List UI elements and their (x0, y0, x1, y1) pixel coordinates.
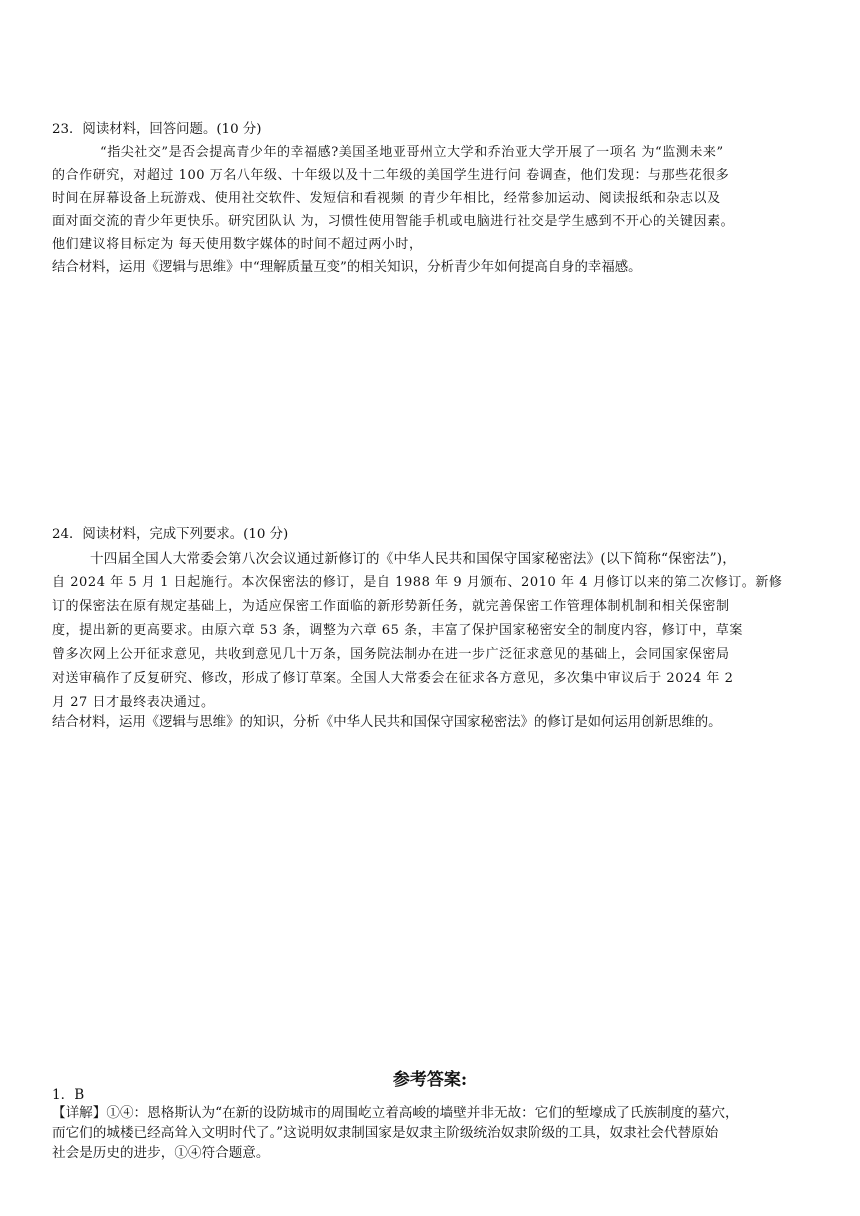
answer-item-1: 1．B (52, 1087, 85, 1103)
question-24-prompt: 结合材料，运用《逻辑与思维》的知识，分析《中华人民共和国保守国家秘密法》的修订是如何运用创新思维的。 (52, 715, 722, 730)
question-23-material-line: 的合作研究，对超过 100 万名八年级、十年级以及十二年级的美国学生进行问 卷调查，他们发现：与那些花很多 (52, 168, 730, 183)
question-24-material-line: 自 2024 年 5 月 1 日起施行。本次保密法的修订，是自 1988 年 9 月颁布、2010 年 4 月修订以来的第二次修订。新修 (52, 575, 783, 590)
answer-detail-line: 【详解】①④：恩格斯认为“在新的设防城市的周围屹立着高峻的墙壁并非无故：它们的堑壕成了氏族制度的墓穴， (52, 1105, 739, 1121)
answer-detail-line: 而它们的城楼已经高耸入文明时代了。”这说明奴隶制国家是奴隶主阶级统治奴隶阶级的工具，奴隶社会代替原始 (52, 1125, 719, 1141)
question-24-header: 24．阅读材料，完成下列要求。(10 分) (52, 527, 289, 542)
question-23-header: 23．阅读材料，回答问题。(10 分) (52, 122, 262, 137)
question-24-material-line: 月 27 日才最终表决通过。 (52, 695, 215, 710)
answers-title: 参考答案: (392, 1070, 468, 1090)
answer-detail-line: 社会是历史的进步，①④符合题意。 (52, 1145, 270, 1161)
question-23-material-line: 时间在屏幕设备上玩游戏、使用社交软件、发短信和看视频 的青少年相比，经常参加运动、阅读报纸和杂志以及 (52, 191, 721, 206)
question-24-material-line: 曾多次网上公开征求意见，共收到意见几十万条，国务院法制办在进一步广泛征求意见的基础上，会同国家保密局 (52, 647, 730, 662)
question-23-material-line: 面对面交流的青少年更快乐。研究团队认 为，习惯性使用智能手机或电脑进行社交是学生感到不开心的关键因素。 (52, 214, 735, 229)
question-23-prompt: 结合材料，运用《逻辑与思维》中“理解质量互变”的相关知识，分析青少年如何提高自身的幸福感。 (52, 260, 642, 275)
question-24-material-line: 度，提出新的更高要求。由原六章 53 条，调整为六章 65 条，丰富了保护国家秘密安全的制度内容，修订中，草案 (52, 623, 743, 638)
question-23-material-line: “指尖社交”是否会提高青少年的幸福感?美国圣地亚哥州立大学和乔治亚大学开展了一项名 为“监测未来” (100, 145, 724, 160)
question-24-material-line: 订的保密法在原有规定基础上，为适应保密工作面临的新形势新任务，就完善保密工作管理体制机制和相关保密制 (52, 599, 730, 614)
question-23-material-line: 他们建议将目标定为 每天使用数字媒体的时间不超过两小时， (52, 237, 423, 252)
question-24-material-line: 十四届全国人大常委会第八次会议通过新修订的《中华人民共和国保守国家秘密法》(以下简称“保密法”)， (90, 551, 737, 567)
question-24-material-line: 对送审稿作了反复研究、修改，形成了修订草案。全国人大常委会在征求各方意见，多次集中审议后于 2024 年 2 (52, 671, 734, 686)
